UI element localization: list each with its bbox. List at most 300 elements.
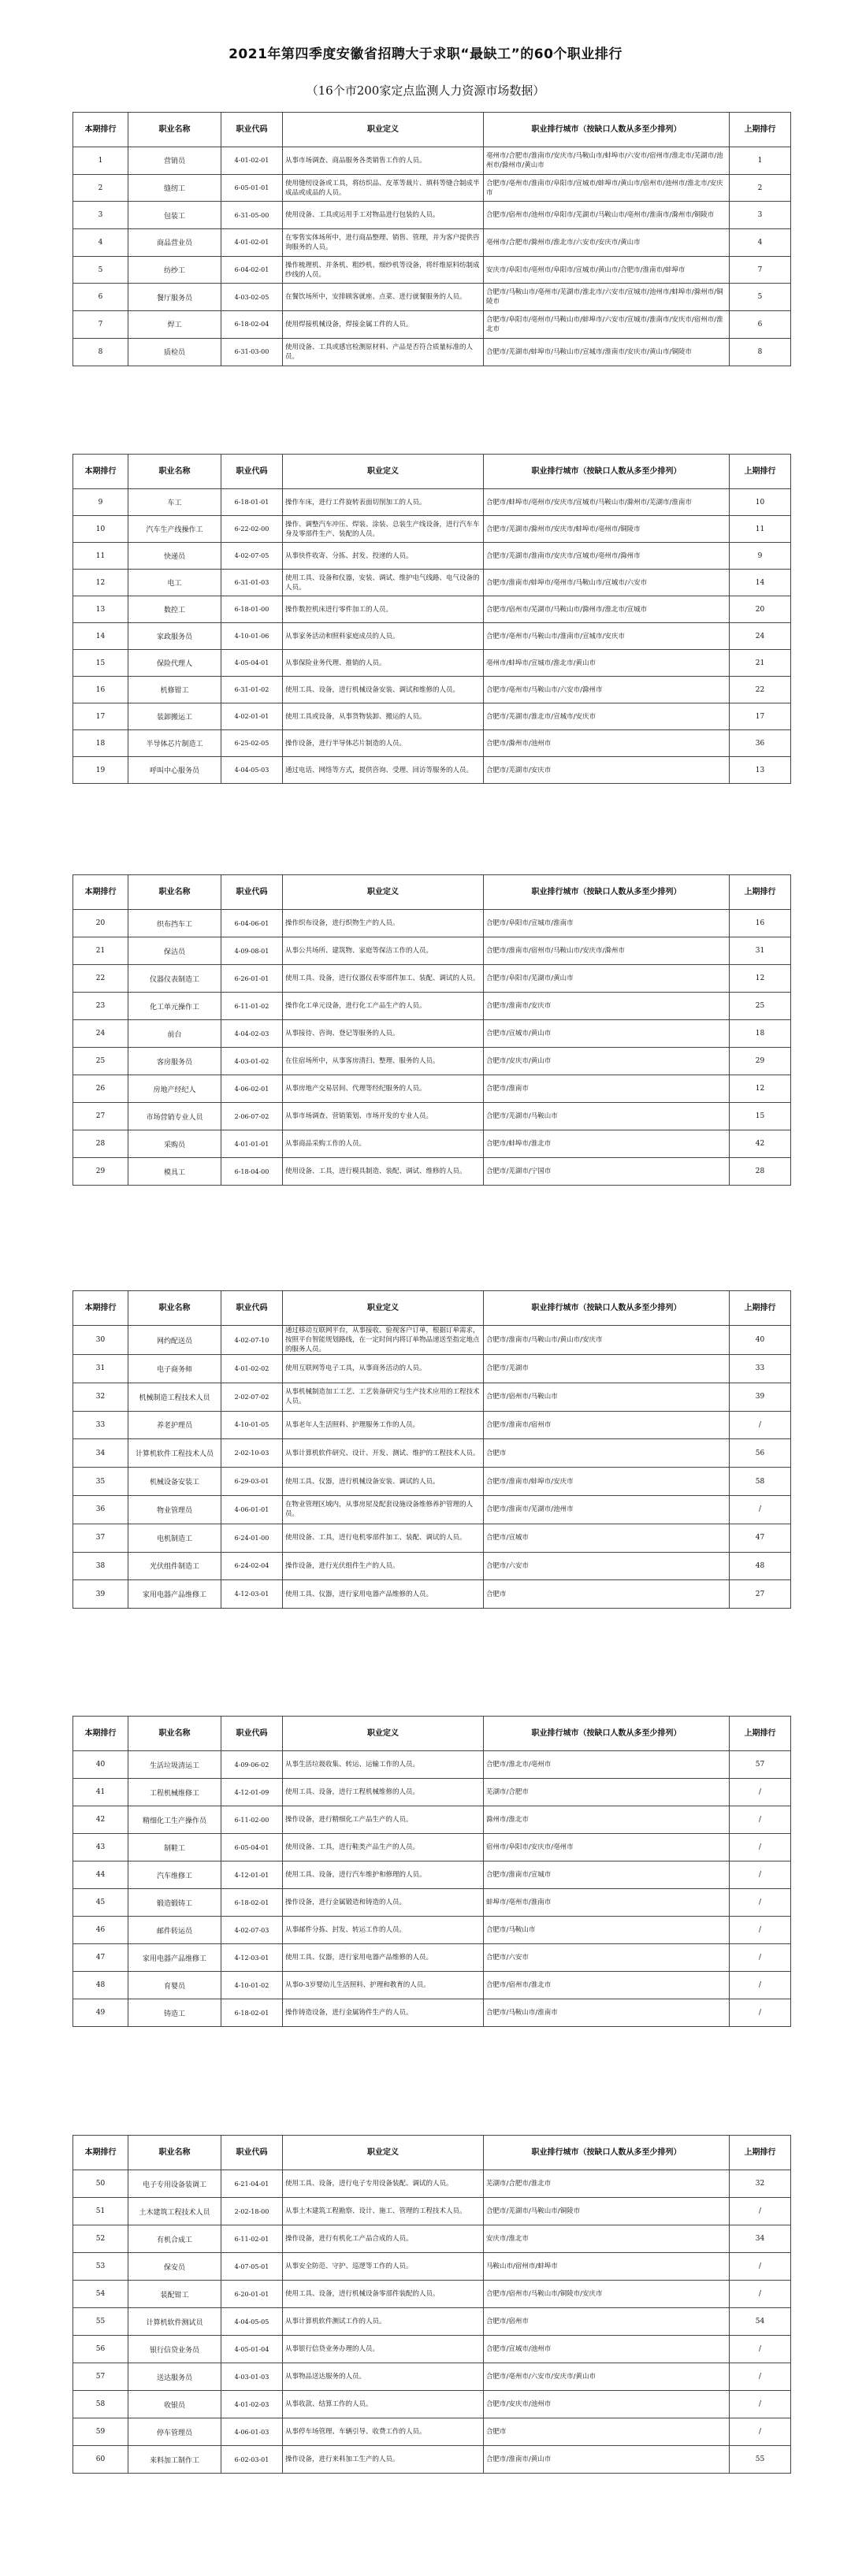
occupation-code-cell: 4-07-05-01 [221,2253,283,2281]
ranking-cities-cell: 合肥市/芜湖市/淮北市/宣城市/安庆市 [484,703,730,730]
ranking-cities-cell: 合肥市/芜湖市/蚌埠市/马鞍山市/宣城市/淮南市/安庆市/黄山市/铜陵市 [484,338,730,366]
occupation-name-cell: 锻造锻铸工 [128,1889,221,1917]
occupation-definition-cell: 操作数控机床进行零件加工的人员。 [283,596,484,623]
previous-rank-cell: 12 [730,1075,791,1103]
ranking-cities-cell: 安庆市/阜阳市/亳州市/阜阳市/宣城市/黄山市/合肥市/淮南市/蚌埠市 [484,256,730,284]
occupation-definition-cell: 使用工具、设备，进行工程机械维修的人员。 [283,1779,484,1806]
occupation-name-cell: 光伏组件制造工 [128,1552,221,1580]
rank-cell: 18 [73,730,128,757]
rank-cell: 37 [73,1524,128,1552]
table-row [73,1861,791,1889]
occupation-definition-cell: 从事市场调查、营销策划、市场开发的专业人员。 [283,1103,484,1130]
occupation-code-cell: 6-18-04-00 [221,1158,283,1186]
previous-rank-cell: / [730,1779,791,1806]
table-header-row [73,875,791,910]
occupation-code-cell: 2-02-10-03 [221,1439,283,1468]
ranking-cities-cell: 合肥市/六安市 [484,1552,730,1580]
previous-rank-cell: 42 [730,1130,791,1158]
ranking-cities-cell: 合肥市/宿州市/池州市/阜阳市/芜湖市/马鞍山市/亳州市/淮南市/滁州市/铜陵市 [484,202,730,229]
ranking-cities-cell: 蚌埠市/亳州市/淮南市 [484,1889,730,1917]
previous-rank-cell: / [730,2336,791,2363]
occupation-definition-cell: 从事商品采购工作的人员。 [283,1130,484,1158]
occupation-name-cell: 车工 [128,489,221,516]
previous-rank-cell: / [730,1917,791,1944]
occupation-code-cell: 4-12-01-01 [221,1861,283,1889]
ranking-cities-cell: 合肥市/芜湖市/马鞍山市 [484,1103,730,1130]
column-header-code: 职业代码 [221,2136,283,2170]
ranking-cities-cell: 合肥市/宣城市/黄山市 [484,1020,730,1048]
occupation-name-cell: 房地产经纪人 [128,1075,221,1103]
column-header-prev-rank: 上期排行 [730,113,791,147]
previous-rank-cell: / [730,1972,791,1999]
occupation-definition-cell: 操作化工单元设备，进行化工产品生产的人员。 [283,993,484,1020]
rank-cell: 29 [73,1158,128,1186]
ranking-cities-cell: 合肥市/马鞍山市/淮南市 [484,1999,730,2027]
occupation-definition-cell: 从事计算机软件研究、设计、开发、测试、维护的工程技术人员。 [283,1439,484,1468]
rank-cell: 50 [73,2170,128,2198]
occupation-definition-cell: 使用工具、设备，进行机械设备零部件装配的人员。 [283,2281,484,2308]
previous-rank-cell: 36 [730,730,791,757]
occupation-code-cell: 4-01-02-01 [221,229,283,257]
rank-cell: 20 [73,910,128,937]
rank-cell: 54 [73,2281,128,2308]
column-header-code: 职业代码 [221,1717,283,1751]
occupation-code-cell: 6-04-06-01 [221,910,283,937]
occupation-definition-cell: 使用设备、工具，进行电机零部件加工、装配、调试的人员。 [283,1524,484,1552]
table-row [73,1806,791,1834]
previous-rank-cell: 34 [730,2225,791,2253]
ranking-cities-cell: 合肥市/淮南市 [484,1075,730,1103]
rank-cell: 36 [73,1495,128,1524]
column-header-prev-rank: 上期排行 [730,1291,791,1326]
occupation-definition-cell: 操作织布设备，进行织物生产的人员。 [283,910,484,937]
rank-cell: 31 [73,1355,128,1383]
occupation-code-cell: 6-11-01-02 [221,993,283,1020]
rank-cell: 2 [73,174,128,202]
occupation-definition-cell: 在餐饮场所中，安排顾客就座、点菜、进行就餐服务的人员。 [283,284,484,311]
occupation-name-cell: 采购员 [128,1130,221,1158]
occupation-definition-cell: 操作车床，进行工件旋转表面切削加工的人员。 [283,489,484,516]
table-row [73,1468,791,1496]
table-row [73,2446,791,2474]
occupation-name-cell: 送达服务员 [128,2363,221,2391]
column-header-definition: 职业定义 [283,1291,484,1326]
occupation-code-cell: 6-02-03-01 [221,2446,283,2474]
table-row [73,229,791,257]
occupation-name-cell: 家政服务员 [128,623,221,650]
ranking-cities-cell: 合肥市/亳州市/马鞍山市/六安市/滁州市 [484,677,730,703]
occupation-name-cell: 市场营销专业人员 [128,1103,221,1130]
occupation-code-cell: 4-10-01-02 [221,1972,283,1999]
occupation-code-cell: 6-18-02-04 [221,311,283,339]
occupation-name-cell: 电子商务师 [128,1355,221,1383]
occupation-name-cell: 仪器仪表制造工 [128,965,221,993]
ranking-cities-cell: 合肥市/淮南市/安庆市 [484,993,730,1020]
rank-cell: 53 [73,2253,128,2281]
rank-cell: 60 [73,2446,128,2474]
occupation-name-cell: 收银员 [128,2391,221,2418]
occupation-name-cell: 纺纱工 [128,256,221,284]
previous-rank-cell: 8 [730,338,791,366]
occupation-name-cell: 客房服务员 [128,1048,221,1075]
occupation-name-cell: 模具工 [128,1158,221,1186]
rank-cell: 48 [73,1972,128,1999]
occupation-name-cell: 汽车维修工 [128,1861,221,1889]
occupation-definition-cell: 使用工具、设备和仪器，安装、调试、维护电气线路、电气设备的人员。 [283,570,484,596]
ranking-cities-cell: 合肥市/淮南市/马鞍山市/黄山市/安庆市 [484,1326,730,1355]
previous-rank-cell: 11 [730,516,791,543]
table-row [73,623,791,650]
occupation-code-cell: 6-24-01-00 [221,1524,283,1552]
previous-rank-cell: 29 [730,1048,791,1075]
occupation-name-cell: 呼叫中心服务员 [128,757,221,784]
ranking-cities-cell: 合肥市/芜湖市/宁国市 [484,1158,730,1186]
column-header-rank: 本期排行 [73,2136,128,2170]
table-row [73,1917,791,1944]
ranking-table [72,1716,791,2027]
occupation-code-cell: 6-05-01-01 [221,174,283,202]
ranking-cities-cell: 合肥市/六安市 [484,1944,730,1972]
table-header-row [73,2136,791,2170]
occupation-code-cell: 4-01-02-03 [221,2391,283,2418]
ranking-cities-cell: 合肥市/淮南市/宿州市 [484,1411,730,1439]
ranking-table [72,2135,791,2474]
occupation-name-cell: 商品营业员 [128,229,221,257]
ranking-cities-cell: 合肥市/滁州市/池州市 [484,730,730,757]
occupation-name-cell: 汽车生产线操作工 [128,516,221,543]
table-row [73,147,791,175]
occupation-name-cell: 电机制造工 [128,1524,221,1552]
previous-rank-cell: 25 [730,993,791,1020]
occupation-definition-cell: 从事市场调查、商品服务各类销售工作的人员。 [283,147,484,175]
ranking-cities-cell: 合肥市/淮南市/宣城市 [484,1861,730,1889]
table-row [73,543,791,570]
occupation-definition-cell: 从事老年人生活照料、护理服务工作的人员。 [283,1411,484,1439]
occupation-definition-cell: 操作设备，进行光伏组件生产的人员。 [283,1552,484,1580]
table-row [73,311,791,339]
occupation-code-cell: 2-06-07-02 [221,1103,283,1130]
document-title: 2021年第四季度安徽省招聘大于求职“最缺工”的60个职业排行 [229,46,622,62]
column-header-code: 职业代码 [221,875,283,910]
occupation-name-cell: 育婴员 [128,1972,221,1999]
previous-rank-cell: 18 [730,1020,791,1048]
ranking-cities-cell: 合肥市/宣城市 [484,1524,730,1552]
occupation-code-cell: 4-05-04-01 [221,650,283,677]
column-header-cities: 职业排行城市（按缺口人数从多至少排列） [484,2136,730,2170]
occupation-definition-cell: 使用设备、工具或运用手工对物品进行包装的人员。 [283,202,484,229]
previous-rank-cell: 24 [730,623,791,650]
occupation-definition-cell: 操作设备，进行精细化工产品生产的人员。 [283,1806,484,1834]
previous-rank-cell: / [730,2391,791,2418]
previous-rank-cell: 13 [730,757,791,784]
rank-cell: 17 [73,703,128,730]
occupation-name-cell: 焊工 [128,311,221,339]
occupation-definition-cell: 操作梳理机、并条机、粗纱机、细纱机等设备，将纤维原料纺制成纱线的人员。 [283,256,484,284]
column-header-prev-rank: 上期排行 [730,2136,791,2170]
previous-rank-cell: / [730,2418,791,2446]
occupation-definition-cell: 操作、调整汽车冲压、焊装、涂装、总装生产线设备，进行汽车车身及零部件生产、装配的人员。 [283,516,484,543]
column-header-name: 职业名称 [128,2136,221,2170]
rank-cell: 22 [73,965,128,993]
occupation-code-cell: 6-31-05-00 [221,202,283,229]
ranking-table [72,1290,791,1609]
rank-cell: 23 [73,993,128,1020]
occupation-definition-cell: 从事接待、咨询、登记等服务的人员。 [283,1020,484,1048]
rank-cell: 19 [73,757,128,784]
ranking-cities-cell: 合肥市/阜阳市/亳州市/马鞍山市/蚌埠市/六安市/宣城市/淮南市/安庆市/宿州市/淮北市 [484,311,730,339]
occupation-code-cell: 6-26-01-01 [221,965,283,993]
table-row [73,2418,791,2446]
occupation-definition-cell: 从事家务活动和照料家庭成员的人员。 [283,623,484,650]
table-row [73,2170,791,2198]
occupation-code-cell: 6-31-01-02 [221,677,283,703]
ranking-table [72,454,791,784]
table-row [73,1495,791,1524]
occupation-name-cell: 电子专用设备装调工 [128,2170,221,2198]
occupation-name-cell: 养老护理员 [128,1411,221,1439]
previous-rank-cell: 21 [730,650,791,677]
rank-cell: 21 [73,937,128,965]
occupation-name-cell: 生活垃圾清运工 [128,1751,221,1779]
occupation-name-cell: 半导体芯片制造工 [128,730,221,757]
occupation-name-cell: 质检员 [128,338,221,366]
ranking-cities-cell: 合肥市/淮南市/宿州市/马鞍山市/安庆市/滁州市 [484,937,730,965]
rank-cell: 28 [73,1130,128,1158]
occupation-definition-cell: 从事银行信贷业务办理的人员。 [283,2336,484,2363]
occupation-definition-cell: 使用工具或设备，从事货物装卸、搬运的人员。 [283,703,484,730]
ranking-cities-cell: 合肥市/芜湖市/马鞍山市/铜陵市 [484,2198,730,2225]
table-row [73,2253,791,2281]
ranking-cities-cell: 合肥市 [484,2418,730,2446]
table-row [73,1020,791,1048]
rank-cell: 45 [73,1889,128,1917]
occupation-name-cell: 装卸搬运工 [128,703,221,730]
previous-rank-cell: 4 [730,229,791,257]
ranking-cities-cell: 合肥市/淮南市/黄山市 [484,2446,730,2474]
ranking-cities-cell: 合肥市/宿州市/马鞍山市/铜陵市/安庆市 [484,2281,730,2308]
rank-cell: 4 [73,229,128,257]
previous-rank-cell: / [730,1944,791,1972]
occupation-code-cell: 6-18-02-01 [221,1999,283,2027]
previous-rank-cell: 22 [730,677,791,703]
occupation-definition-cell: 在零售实体场所中，进行商品整理、销售、管理，并为客户提供咨询服务的人员。 [283,229,484,257]
rank-cell: 47 [73,1944,128,1972]
column-header-name: 职业名称 [128,1291,221,1326]
rank-cell: 9 [73,489,128,516]
occupation-code-cell: 6-25-02-05 [221,730,283,757]
ranking-cities-cell: 马鞍山市/宿州市/蚌埠市 [484,2253,730,2281]
table-row [73,1944,791,1972]
table-row [73,1524,791,1552]
table-row [73,2391,791,2418]
ranking-cities-cell: 亳州市/蚌埠市/宣城市/淮北市/黄山市 [484,650,730,677]
occupation-code-cell: 4-05-01-04 [221,2336,283,2363]
occupation-code-cell: 6-11-02-01 [221,2225,283,2253]
previous-rank-cell: 9 [730,543,791,570]
column-header-definition: 职业定义 [283,455,484,489]
occupation-definition-cell: 使用工具、设备，进行仪器仪表零部件加工、装配、调试的人员。 [283,965,484,993]
occupation-name-cell: 装配钳工 [128,2281,221,2308]
occupation-definition-cell: 使用工具、仪器，进行机械设备安装、调试的人员。 [283,1468,484,1496]
rank-cell: 26 [73,1075,128,1103]
previous-rank-cell: / [730,2198,791,2225]
occupation-name-cell: 计算机软件测试员 [128,2308,221,2336]
occupation-code-cell: 4-10-01-05 [221,1411,283,1439]
previous-rank-cell: 16 [730,910,791,937]
occupation-definition-cell: 从事机械制造加工工艺、工艺装备研究与生产技术应用的工程技术人员。 [283,1383,484,1411]
previous-rank-cell: 48 [730,1552,791,1580]
table-row [73,937,791,965]
table-row [73,284,791,311]
table-row [73,1383,791,1411]
occupation-name-cell: 包装工 [128,202,221,229]
occupation-definition-cell: 使用工具、仪器，进行家用电器产品维修的人员。 [283,1580,484,1609]
table-row [73,1411,791,1439]
occupation-name-cell: 制鞋工 [128,1834,221,1861]
ranking-cities-cell: 亳州市/合肥市/滁州市/淮北市/六安市/安庆市/黄山市 [484,229,730,257]
ranking-cities-cell: 合肥市/淮南市/蚌埠市/安庆市 [484,1468,730,1496]
ranking-cities-cell: 合肥市/马鞍山市/亳州市/芜湖市/淮北市/六安市/宣城市/池州市/蚌埠市/滁州市/铜陵市 [484,284,730,311]
occupation-definition-cell: 通过移动互联网平台，从事接收、验视客户订单，根据订单需求，按照平台智能规划路线，在一定时间内将订单物品递送至指定地点的服务人员。 [283,1326,484,1355]
rank-cell: 43 [73,1834,128,1861]
previous-rank-cell: 56 [730,1439,791,1468]
column-header-rank: 本期排行 [73,875,128,910]
table-row [73,2363,791,2391]
table-header-row [73,1291,791,1326]
column-header-code: 职业代码 [221,1291,283,1326]
previous-rank-cell: 28 [730,1158,791,1186]
occupation-code-cell: 4-03-02-05 [221,284,283,311]
previous-rank-cell: 47 [730,1524,791,1552]
previous-rank-cell: / [730,1999,791,2027]
column-header-prev-rank: 上期排行 [730,1717,791,1751]
table-row [73,570,791,596]
occupation-code-cell: 4-01-02-01 [221,147,283,175]
previous-rank-cell: 32 [730,2170,791,2198]
rank-cell: 46 [73,1917,128,1944]
table-row [73,174,791,202]
occupation-definition-cell: 从事生活垃圾收集、转运、运输工作的人员。 [283,1751,484,1779]
occupation-definition-cell: 使用设备、工具，进行模具制造、装配、调试、维修的人员。 [283,1158,484,1186]
column-header-code: 职业代码 [221,113,283,147]
table-row [73,965,791,993]
occupation-code-cell: 4-02-07-05 [221,543,283,570]
rank-cell: 44 [73,1861,128,1889]
previous-rank-cell: / [730,1806,791,1834]
occupation-code-cell: 4-02-07-03 [221,1917,283,1944]
column-header-prev-rank: 上期排行 [730,455,791,489]
previous-rank-cell: / [730,2281,791,2308]
rank-cell: 55 [73,2308,128,2336]
previous-rank-cell: / [730,1889,791,1917]
table-row [73,1439,791,1468]
ranking-cities-cell: 合肥市/芜湖市 [484,1355,730,1383]
rank-cell: 32 [73,1383,128,1411]
occupation-name-cell: 家用电器产品维修工 [128,1944,221,1972]
occupation-definition-cell: 使用工具、设备，进行汽车维护和修理的人员。 [283,1861,484,1889]
occupation-code-cell: 4-12-03-01 [221,1944,283,1972]
occupation-name-cell: 网约配送员 [128,1326,221,1355]
table-row [73,1580,791,1609]
rank-cell: 51 [73,2198,128,2225]
occupation-name-cell: 银行信贷业务员 [128,2336,221,2363]
rank-cell: 12 [73,570,128,596]
occupation-code-cell: 4-02-01-01 [221,703,283,730]
rank-cell: 58 [73,2391,128,2418]
table-row [73,1130,791,1158]
column-header-name: 职业名称 [128,1717,221,1751]
occupation-code-cell: 4-06-01-03 [221,2418,283,2446]
rank-cell: 25 [73,1048,128,1075]
rank-cell: 7 [73,311,128,339]
occupation-definition-cell: 从事计算机软件测试工作的人员。 [283,2308,484,2336]
previous-rank-cell: 27 [730,1580,791,1609]
rank-cell: 33 [73,1411,128,1439]
occupation-code-cell: 6-29-03-01 [221,1468,283,1496]
occupation-definition-cell: 操作设备，进行来料加工生产的人员。 [283,2446,484,2474]
column-header-cities: 职业排行城市（按缺口人数从多至少排列） [484,113,730,147]
ranking-cities-cell: 合肥市/蚌埠市/亳州市/安庆市/宣城市/马鞍山市/滁州市/芜湖市/淮南市 [484,489,730,516]
table-header-row [73,1717,791,1751]
occupation-name-cell: 机械设备安装工 [128,1468,221,1496]
table-row [73,1972,791,1999]
previous-rank-cell: 39 [730,1383,791,1411]
table-row [73,910,791,937]
table-row [73,202,791,229]
occupation-definition-cell: 从事公共场所、建筑物、家庭等保洁工作的人员。 [283,937,484,965]
table-row [73,2225,791,2253]
occupation-code-cell: 6-20-01-01 [221,2281,283,2308]
ranking-cities-cell: 合肥市/淮北市/亳州市 [484,1751,730,1779]
column-header-name: 职业名称 [128,455,221,489]
ranking-cities-cell: 合肥市/宿州市/芜湖市/马鞍山市/滁州市/淮北市/宣城市 [484,596,730,623]
table-row [73,1075,791,1103]
ranking-cities-cell: 合肥市 [484,1580,730,1609]
occupation-code-cell: 6-05-04-01 [221,1834,283,1861]
occupation-name-cell: 计算机软件工程技术人员 [128,1439,221,1468]
table-row [73,2281,791,2308]
occupation-name-cell: 前台 [128,1020,221,1048]
ranking-cities-cell: 芜湖市/合肥市 [484,1779,730,1806]
occupation-name-cell: 机械制造工程技术人员 [128,1383,221,1411]
previous-rank-cell: 17 [730,703,791,730]
occupation-code-cell: 6-11-02-00 [221,1806,283,1834]
occupation-name-cell: 餐厅服务员 [128,284,221,311]
ranking-cities-cell: 芜湖市/合肥市/淮北市 [484,2170,730,2198]
rank-cell: 5 [73,256,128,284]
occupation-name-cell: 家用电器产品维修工 [128,1580,221,1609]
previous-rank-cell: / [730,1495,791,1524]
occupation-code-cell: 4-10-01-06 [221,623,283,650]
occupation-name-cell: 缝纫工 [128,174,221,202]
table-row [73,489,791,516]
column-header-definition: 职业定义 [283,2136,484,2170]
occupation-definition-cell: 在物业管理区域内，从事房屋及配套设施设备维修养护管理的人员。 [283,1495,484,1524]
table-header-row [73,113,791,147]
ranking-cities-cell: 合肥市/芜湖市/滁州市/安庆市/蚌埠市/亳州市/铜陵市 [484,516,730,543]
ranking-cities-cell: 合肥市/宣城市/池州市 [484,2336,730,2363]
ranking-cities-cell: 合肥市/宿州市 [484,2308,730,2336]
column-header-cities: 职业排行城市（按缺口人数从多至少排列） [484,455,730,489]
previous-rank-cell: 6 [730,311,791,339]
ranking-cities-cell: 合肥市 [484,1439,730,1468]
occupation-name-cell: 营销员 [128,147,221,175]
occupation-definition-cell: 使用焊接机械设备，焊接金属工件的人员。 [283,311,484,339]
rank-cell: 42 [73,1806,128,1834]
column-header-name: 职业名称 [128,113,221,147]
occupation-definition-cell: 从事收款、结算工作的人员。 [283,2391,484,2418]
ranking-cities-cell: 合肥市/亳州市/马鞍山市/淮南市/宣城市/安庆市 [484,623,730,650]
